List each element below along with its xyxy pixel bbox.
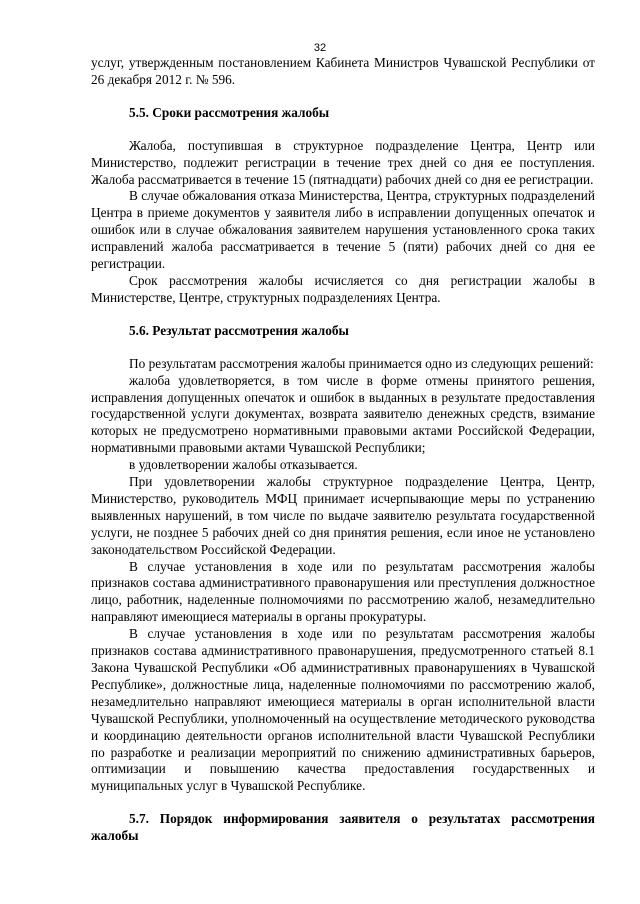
intro-paragraph: услуг, утвержденным постановлением Кабинета Министров Чувашской Республики от 26 декабря 2012 г. № 596. — [91, 55, 595, 87]
paragraph: Жалоба, поступившая в структурное подразделение Центра, Центр или Министерство, подлежит регистрации в течение трех дней со дня ее поступления. Жалоба рассматривается в течение 15 (пятнадцати) рабочих дней со дня ее регистрации. — [91, 137, 595, 187]
section-heading-5-7: 5.7. Порядок информирования заявителя о результатах рассмотрения жалобы — [91, 811, 595, 844]
paragraph: Срок рассмотрения жалобы исчисляется со дня регистрации жалобы в Министерстве, Центре, структурных подразделениях Центра. — [91, 272, 595, 305]
paragraph: жалоба удовлетворяется, в том числе в форме отмены принятого решения, исправления допущенных опечаток и ошибок в выданных в результате предоставления государственной услуги документах, возврата заявителю денежных средств, взимание которых не предусмотрено нормативными правовыми актами Российской Федерации, нормативными правовыми актами Чувашской Республики; — [91, 372, 595, 456]
paragraph: В случае установления в ходе или по результатам рассмотрения жалобы признаков состава административного правонарушения, предусмотренного статьей 8.1 Закона Чувашской Республики «Об административных правонарушениях в Чувашской Республике», должностные лица, наделенные полномочиями по рассмотрению жалоб, незамедлительно направляют имеющиеся материалы в орган исполнительной власти Чувашской Республики, уполномоченный на осуществление методического руководства и координацию деятельности органов исполнительной власти Чувашской Республики по разработке и реализации мероприятий по снижению административных барьеров, оптимизации и повышению качества предоставления государственных и муниципальных услуг в Чувашской Республике. — [91, 626, 595, 794]
paragraph: в удовлетворении жалобы отказывается. — [129, 457, 358, 473]
document-body — [91, 55, 595, 861]
paragraph: При удовлетворении жалобы структурное подразделение Центра, Центр, Министерство, руководитель МФЦ принимает исчерпывающие меры по устранению выявленных нарушений, в том числе по выдаче заявителю результата государственной услуги, не позднее 5 рабочих дней со дня принятия решения, если иное не установлено законодательством Российской Федерации. — [91, 474, 595, 557]
paragraph: В случае обжалования отказа Министерства, Центра, структурных подразделений Центра в приеме документов у заявителя либо в исправлении допущенных опечаток и ошибок или в случае обжалования заявителем нарушения установленного срока таких исправлений жалоба рассматривается в течение 5 (пяти) рабочих дней со дня ее регистрации. — [91, 188, 595, 272]
section-heading-5-5: 5.5. Сроки рассмотрения жалобы — [129, 104, 330, 120]
section-heading-5-6: 5.6. Результат рассмотрения жалобы — [129, 322, 349, 338]
paragraph: В случае установления в ходе или по результатам рассмотрения жалобы признаков состава административного правонарушения или преступления должностное лицо, работник, наделенные полномочиями по рассмотрению жалоб, незамедлительно направляют имеющиеся материалы в органы прокуратуры. — [91, 558, 595, 625]
paragraph: По результатам рассмотрения жалобы принимается одно из следующих решений: — [129, 355, 594, 371]
page-number: 32 — [313, 42, 327, 54]
